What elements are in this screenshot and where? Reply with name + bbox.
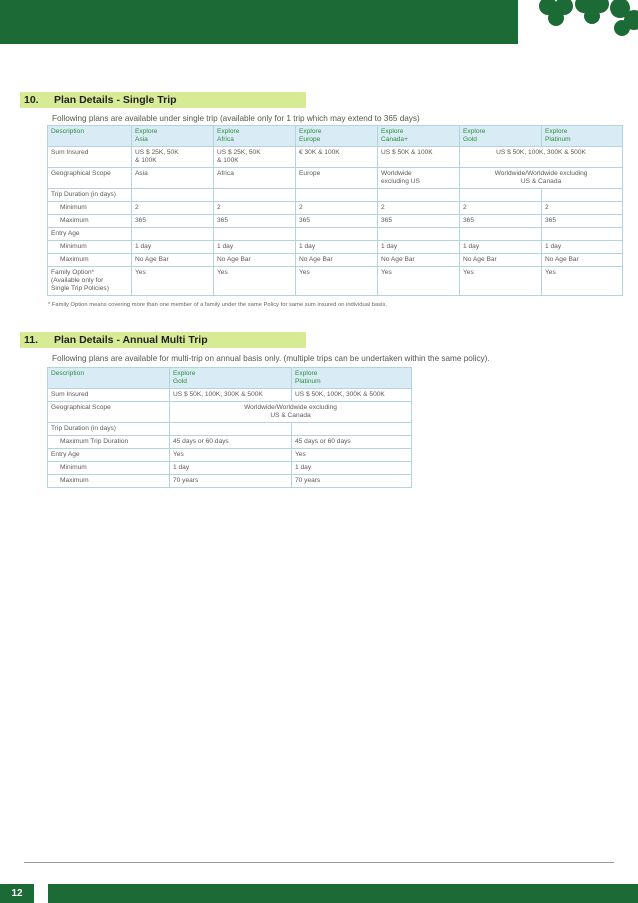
table-cell: 1 day [378,241,460,254]
table-cell [378,228,460,241]
table-cell: 2 [542,202,623,215]
footer-divider [24,862,614,863]
table-cell [296,189,378,202]
table-cell: 2 [132,202,214,215]
table-cell: Asia [132,168,214,189]
table-cell [542,189,623,202]
table-cell: US $ 50K & 100K [378,147,460,168]
row-label: Trip Duration (in days) [48,189,132,202]
table-cell: 2 [296,202,378,215]
table-row [48,436,412,449]
table-cell: Yes [132,267,214,296]
table-row [48,389,412,402]
family-option-footnote: * Family Option means covering more than one member of a family under the same Policy for same sum insured on individual basis. [48,302,387,308]
table-row [48,168,623,189]
row-label: Maximum [48,475,170,488]
section-10-title: Plan Details - Single Trip [54,94,177,106]
table-cell: 365 [542,215,623,228]
table-cell: 2 [460,202,542,215]
table-cell [132,189,214,202]
table-row [48,147,623,168]
table-cell: Worldwide/Worldwide excluding US & Canada [170,402,412,423]
table-row [48,189,623,202]
table-row [48,475,412,488]
row-label: Geographical Scope [48,402,170,423]
table-cell: 365 [460,215,542,228]
table-cell: Yes [214,267,296,296]
table-row [48,228,623,241]
table-cell: Yes [460,267,542,296]
table-cell [296,228,378,241]
header-explore-europe: Explore Europe [296,126,378,147]
table-cell: Yes [292,449,412,462]
header-description: Description [48,126,132,147]
table-row [48,462,412,475]
table-cell [170,423,292,436]
table-cell: Yes [296,267,378,296]
table-cell: 45 days or 60 days [292,436,412,449]
section-11-heading [20,332,306,348]
row-label: Maximum Trip Duration [48,436,170,449]
row-label: Entry Age [48,449,170,462]
table-cell: US $ 50K, 100K, 300K & 500K [292,389,412,402]
table-cell: No Age Bar [542,254,623,267]
section-11-number: 11. [24,334,39,346]
table-cell [460,189,542,202]
table-cell [214,228,296,241]
page-number: 12 [0,884,34,903]
table-cell: 2 [378,202,460,215]
table-cell: Worldwide excluding US [378,168,460,189]
table-cell: No Age Bar [214,254,296,267]
table-cell: US $ 25K, 50K & 100K [214,147,296,168]
section-10-intro: Following plans are available under single trip (available only for 1 trip which may extend to 365 days) [52,114,420,123]
table-cell [542,228,623,241]
footer-green-band [48,884,638,903]
table-cell: 45 days or 60 days [170,436,292,449]
section-10-heading [20,92,306,108]
header-explore-africa: Explore Africa [214,126,296,147]
table-row [48,423,412,436]
table-cell: Yes [542,267,623,296]
row-label: Sum Insured [48,389,170,402]
row-label: Entry Age [48,228,132,241]
row-label: Trip Duration (in days) [48,423,170,436]
table-row [48,215,623,228]
header-explore-platinum: Explore Platinum [292,368,412,389]
table-cell: 365 [214,215,296,228]
table-cell: 1 day [296,241,378,254]
row-label: Maximum [48,215,132,228]
table-cell: 1 day [214,241,296,254]
header-description: Description [48,368,170,389]
row-label: Maximum [48,254,132,267]
clover-decoration-icon [518,0,638,44]
table-cell: 365 [296,215,378,228]
row-label: Minimum [48,241,132,254]
table-cell: 2 [214,202,296,215]
table-cell: No Age Bar [132,254,214,267]
table-cell [292,423,412,436]
section-10-number: 10. [24,94,39,106]
annual-multi-trip-table [47,367,412,488]
row-label: Geographical Scope [48,168,132,189]
table-row [48,449,412,462]
table-cell: US $ 50K, 100K, 300K & 500K [170,389,292,402]
table-cell: US $ 25K, 50K & 100K [132,147,214,168]
section-11-title: Plan Details - Annual Multi Trip [54,334,208,346]
row-label: Minimum [48,202,132,215]
table-header-row [48,126,623,147]
table-cell: US $ 50K, 100K, 300K & 500K [460,147,623,168]
table-cell: 70 years [170,475,292,488]
top-header-bar [0,0,638,44]
table-cell: 1 day [132,241,214,254]
table-cell: 1 day [292,462,412,475]
table-cell: Worldwide/Worldwide excluding US & Canada [460,168,623,189]
table-cell: 1 day [542,241,623,254]
section-11-intro: Following plans are available for multi-trip on annual basis only. (multiple trips can be undertaken within the same policy). [52,354,490,363]
single-trip-table [47,125,623,296]
table-row [48,241,623,254]
table-cell: 365 [378,215,460,228]
header-explore-platinum: Explore Platinum [542,126,623,147]
table-row [48,254,623,267]
row-label: Sum Insured [48,147,132,168]
table-cell: 1 day [460,241,542,254]
table-cell: 365 [132,215,214,228]
table-row [48,402,412,423]
table-header-row [48,368,412,389]
table-cell: 70 years [292,475,412,488]
table-cell: Europe [296,168,378,189]
table-cell: € 30K & 100K [296,147,378,168]
row-label: Minimum [48,462,170,475]
table-cell: No Age Bar [460,254,542,267]
header-green-band [0,0,560,44]
table-cell: Africa [214,168,296,189]
table-cell [460,228,542,241]
table-row [48,267,623,296]
table-cell [214,189,296,202]
table-cell: Yes [378,267,460,296]
table-cell: 1 day [170,462,292,475]
header-explore-asia: Explore Asia [132,126,214,147]
table-cell: Yes [170,449,292,462]
header-explore-gold: Explore Gold [170,368,292,389]
table-cell: No Age Bar [378,254,460,267]
header-explore-canada: Explore Canada+ [378,126,460,147]
table-row [48,202,623,215]
table-cell [132,228,214,241]
row-label: Family Option* (Available only for Single Trip Policies) [48,267,132,296]
table-cell: No Age Bar [296,254,378,267]
header-explore-gold: Explore Gold [460,126,542,147]
table-cell [378,189,460,202]
